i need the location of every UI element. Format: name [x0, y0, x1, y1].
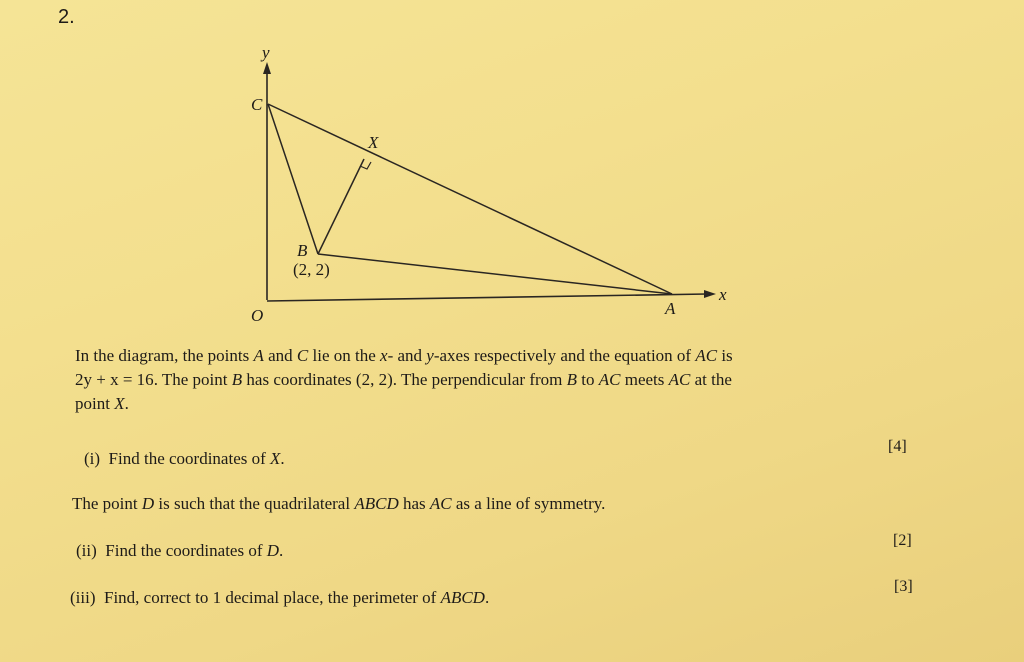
x-axis-label: x: [719, 285, 727, 304]
point-b-coordinates: (2, 2): [293, 260, 330, 279]
x-axis-line: [267, 294, 707, 301]
point-x-label: X: [368, 133, 379, 152]
part-i-marks: [4]: [888, 438, 907, 455]
line-bx: [318, 159, 364, 254]
part-ii: (ii) Find the coordinates of D.: [76, 541, 284, 560]
line-ba: [318, 254, 672, 294]
line-equation: 2y + x = 16: [75, 370, 154, 389]
origin-label: O: [251, 306, 264, 325]
point-a-label: A: [665, 299, 676, 318]
question-number: 2.: [58, 6, 75, 28]
y-axis-arrow: [263, 62, 271, 74]
part-ii-marks: [2]: [893, 532, 912, 549]
part-i: (i) Find the coordinates of X.: [84, 449, 285, 468]
x-axis-arrow: [704, 290, 716, 298]
intro-point-d: The point D is such that the quadrilateral ABCD has AC as a line of symmetry.: [72, 494, 606, 513]
line-cb: [268, 104, 318, 254]
y-axis-label: y: [262, 43, 270, 62]
point-b-label: B: [297, 241, 308, 260]
question-stem: In the diagram, the points A and C lie on the x- and y-axes respectively and the equation of AC is 2y + x = 16. The point B has coordinates (2, 2). The perpendicular from B to AC meets AC at the point X.: [75, 346, 733, 413]
point-c-label: C: [251, 95, 263, 114]
part-iii: (iii) Find, correct to 1 decimal place, the perimeter of ABCD.: [70, 588, 490, 607]
part-iii-marks: [3]: [894, 578, 913, 595]
